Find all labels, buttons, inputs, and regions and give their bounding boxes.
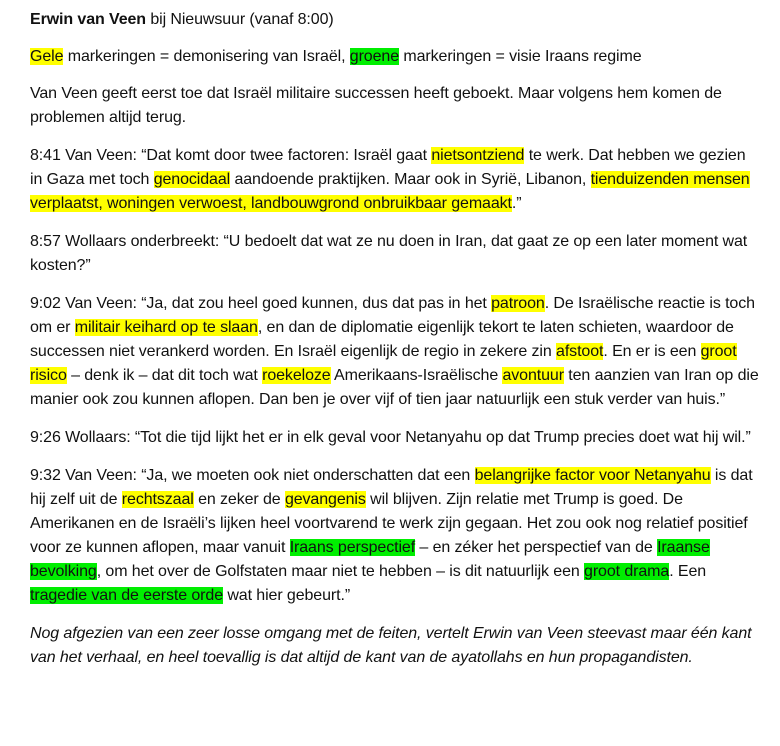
legend-yellow-word: Gele [30,48,64,65]
p902-highlight-6: avontuur [502,367,564,384]
intro-paragraph: Van Veen geeft eerst toe dat Israël militaire successen heeft geboekt. Maar volgens hem komen de problemen altijd terug. [30,85,722,126]
p902-text-4: . En er is een [603,343,701,360]
paragraph-926: 9:26 Wollaars: “Tot die tijd lijkt het er in elk geval voor Netanyahu op dat Trump precies doet wat hij wil.” [30,429,751,446]
p932-text-5: – en zéker het perspectief van de [415,539,658,556]
paragraph-932 [30,464,760,608]
p902-highlight-5: roekeloze [262,367,331,384]
p932-highlight-3: gevangenis [284,491,366,508]
p902-text-6: Amerikaans-Israëlische [330,367,503,384]
p841-text-3: aandoende praktijken. Maar ook in Syrië, Libanon, [230,171,591,188]
header-line [30,8,760,32]
legend-green-word: groene [349,48,400,65]
p932-text-7: . Een [669,563,707,580]
speaker-name: Erwin van Veen [30,11,146,28]
paragraph-902 [30,292,760,412]
p932-text-4: wil blijven. Zijn relatie met Trump is goed. De Amerikanen en de Israëli’s lijken heel voortvarend te werk zijn gegaan. Het zou ook nog relatief positief voor ze kunnen aflopen, maar vanuit [30,491,748,556]
p841-highlight-1: nietsontziend [431,147,525,164]
closing-paragraph: Nog afgezien van een zeer losse omgang met de feiten, vertelt Erwin van Veen steevast maar één kant van het verhaal, en heel toevallig is dat altijd de kant van de ayatollahs en hun propagandisten. [30,625,752,666]
p932-green-2: Iraanse bevolking [30,539,710,580]
legend-yellow-text: markeringen = demonisering van Israël, [63,48,350,65]
p841-text-2: te werk. Dat hebben we gezien in Gaza met toch [30,147,746,188]
p902-text-1: 9:02 Van Veen: “Ja, dat zou heel goed kunnen, dus dat pas in het [30,295,492,312]
p932-highlight-1: belangrijke factor voor Netanyahu [474,467,711,484]
legend-green-text: markeringen = visie Iraans regime [399,48,642,65]
p902-text-5: – denk ik – dat dit toch wat [66,367,263,384]
p932-text-8: wat hier gebeurt.” [223,587,351,604]
p932-text-2: is dat hij zelf uit de [30,467,753,508]
p902-highlight-3: afstoot [556,343,604,360]
p902-text-2: . De Israëlische reactie is toch om er [30,295,755,336]
p841-highlight-2: genocidaal [153,171,231,188]
p841-text-4: .” [511,195,522,212]
p902-highlight-4: groot risico [30,343,737,384]
paragraph-857: 8:57 Wollaars onderbreekt: “U bedoelt dat wat ze nu doen in Iran, dat gaat ze op een later moment wat kosten?” [30,233,748,274]
p902-text-3: , en dan de diplomatie eigenlijk tekort te laten schieten, waardoor de successen niet verankerd worden. En Israël eigenlijk de regio in zekere zin [30,319,734,360]
p841-highlight-3: tienduizenden mensen verplaatst, woningen verwoest, landbouwgrond onbruikbaar gemaakt [30,171,750,212]
p932-green-3: groot drama [584,563,670,580]
p932-text-6: , om het over de Golfstaten maar niet te hebben – is dit natuurlijk een [96,563,585,580]
p932-highlight-2: rechtszaal [121,491,194,508]
p932-green-4: tragedie van de eerste orde [30,587,223,604]
paragraph-841 [30,144,760,216]
p932-green-1: Iraans perspectief [289,539,416,556]
header-rest: bij Nieuwsuur (vanaf 8:00) [145,11,334,28]
p902-highlight-1: patroon [491,295,545,312]
p841-text-1: 8:41 Van Veen: “Dat komt door twee factoren: Israël gaat [30,147,432,164]
p932-text-3: en zeker de [193,491,285,508]
legend-line [30,45,760,69]
p902-text-7: ten aanzien van Iran op die manier ook zou kunnen aflopen. Dan ben je over vijf of tien jaar natuurlijk een stuk verder van huis.” [30,367,759,408]
p902-highlight-2: militair keihard op te slaan [74,319,258,336]
p932-text-1: 9:32 Van Veen: “Ja, we moeten ook niet onderschatten dat een [30,467,475,484]
